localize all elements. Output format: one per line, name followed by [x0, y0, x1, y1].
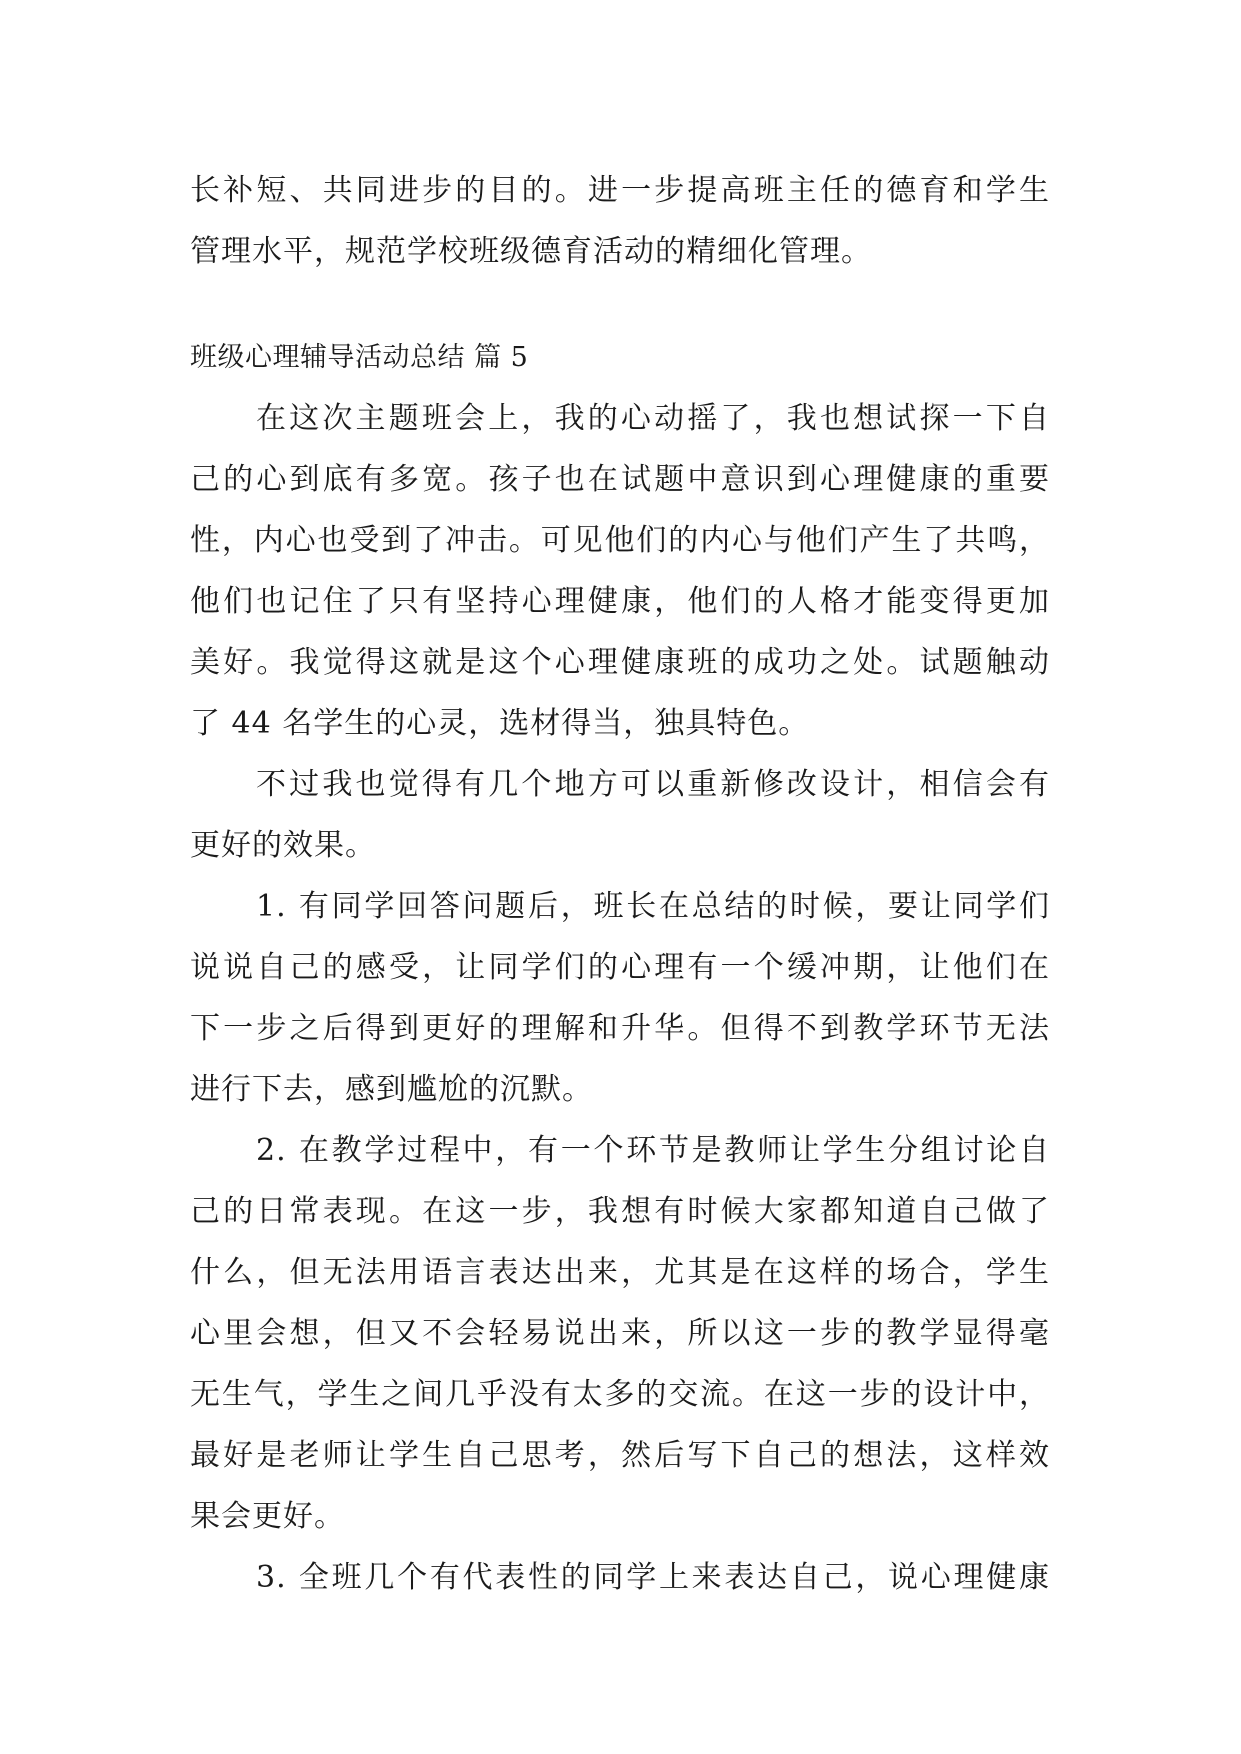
list-item-2 — [190, 1120, 1050, 1547]
list-item-1 — [190, 876, 1050, 1120]
text-line: 3. 全班几个有代表性的同学上来表达自己，说心理健康 — [256, 1560, 1050, 1595]
section-heading: 班级心理辅导活动总结 篇 5 — [190, 342, 529, 373]
text-line: 管理水平，规范学校班级德育活动的精细化管理。 — [190, 234, 872, 269]
paragraph — [190, 754, 1050, 876]
text-line: 心里会想，但又不会轻易说出来，所以这一步的教学显得毫 — [190, 1316, 1050, 1351]
text-line: 己的心到底有多宽。孩子也在试题中意识到心理健康的重要 — [190, 462, 1050, 497]
paragraph — [190, 388, 1050, 754]
text-line: 果会更好。 — [190, 1499, 345, 1534]
text-line: 下一步之后得到更好的理解和升华。但得不到教学环节无法 — [190, 1011, 1050, 1046]
text-line: 美好。我觉得这就是这个心理健康班的成功之处。试题触动 — [190, 645, 1050, 680]
text-line: 在这次主题班会上，我的心动摇了，我也想试探一下自 — [256, 401, 1050, 436]
document-body — [190, 160, 1050, 1608]
text-line: 1. 有同学回答问题后，班长在总结的时候，要让同学们 — [256, 889, 1050, 924]
text-line: 性，内心也受到了冲击。可见他们的内心与他们产生了共鸣， — [190, 523, 1050, 558]
text-line: 2. 在教学过程中，有一个环节是教师让学生分组讨论自 — [256, 1133, 1050, 1168]
text-line: 最好是老师让学生自己思考，然后写下自己的想法，这样效 — [190, 1438, 1050, 1473]
section-gap — [190, 282, 1050, 327]
text-line: 说说自己的感受，让同学们的心理有一个缓冲期，让他们在 — [190, 950, 1050, 985]
text-line: 他们也记住了只有坚持心理健康，他们的人格才能变得更加 — [190, 584, 1050, 619]
text-line: 什么，但无法用语言表达出来，尤其是在这样的场合，学生 — [190, 1255, 1050, 1290]
text-line: 不过我也觉得有几个地方可以重新修改设计，相信会有 — [256, 767, 1050, 802]
text-line: 更好的效果。 — [190, 828, 376, 863]
text-line: 长补短、共同进步的目的。进一步提高班主任的德育和学生 — [190, 173, 1050, 208]
text-line: 无生气，学生之间几乎没有太多的交流。在这一步的设计中， — [190, 1377, 1050, 1412]
paragraph-continued — [190, 160, 1050, 282]
text-line: 进行下去，感到尴尬的沉默。 — [190, 1072, 593, 1107]
list-item-3 — [190, 1547, 1050, 1608]
text-line: 了 44 名学生的心灵，选材得当，独具特色。 — [190, 706, 810, 741]
text-line: 己的日常表现。在这一步，我想有时候大家都知道自己做了 — [190, 1194, 1050, 1229]
